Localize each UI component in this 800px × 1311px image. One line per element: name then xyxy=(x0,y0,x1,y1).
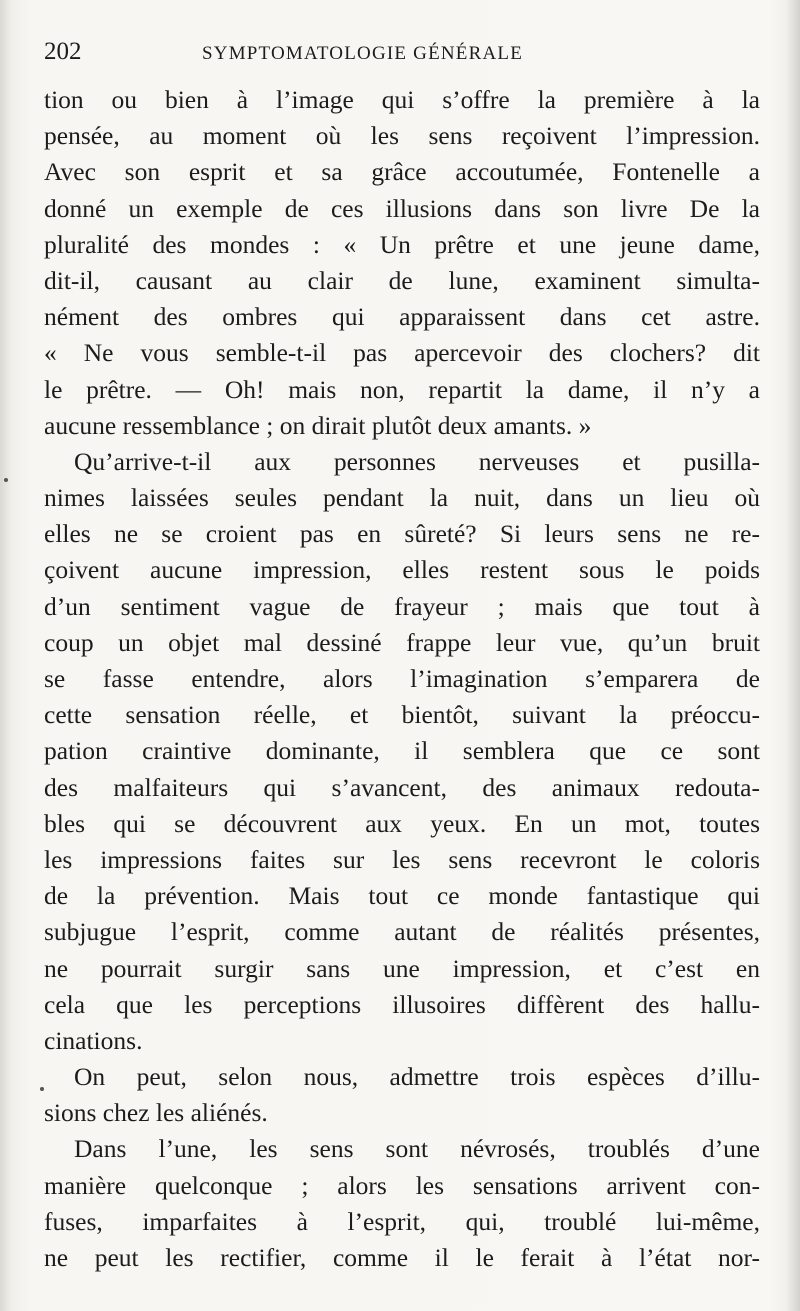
text-line: elles ne se croient pas en sûreté? Si leurs sens ne re- xyxy=(44,519,760,549)
text-line: cinations. xyxy=(44,1025,143,1055)
text-line: « Ne vous semble-t-il pas apercevoir des clochers? dit xyxy=(44,338,760,368)
text-line: se fasse entendre, alors l’imagination s’emparera de xyxy=(44,664,760,693)
text-line: aucune ressemblance ; on dirait plutôt deux amants. » xyxy=(44,410,592,440)
text-line: manière quelconque ; alors les sensations arrivent con- xyxy=(44,1170,760,1200)
text-line: de la prévention. Mais tout ce monde fantastique qui xyxy=(44,881,760,911)
body-text xyxy=(44,82,760,1276)
text-line: les impressions faites sur les sens recevront le coloris xyxy=(44,844,760,874)
text-line: tion ou bien à l’image qui s’offre la première à la xyxy=(44,85,760,114)
page-edge-shadow-right xyxy=(786,0,800,1311)
text-line: On peut, selon nous, admettre trois espèces d’illu- xyxy=(74,1062,760,1092)
text-line: des malfaiteurs qui s’avancent, des animaux redouta- xyxy=(44,772,760,802)
text-line: pation craintive dominante, il semblera que ce sont xyxy=(44,736,760,766)
text-line: nément des ombres qui apparaissent dans cet astre. xyxy=(44,302,760,332)
text-line: le prêtre. — Oh! mais non, repartit la dame, il n’y a xyxy=(44,374,760,404)
text-line: cette sensation réelle, et bientôt, suivant la préoccu- xyxy=(44,700,760,730)
text-line: subjugue l’esprit, comme autant de réalités présentes, xyxy=(44,917,760,947)
text-line: d’un sentiment vague de frayeur ; mais que tout à xyxy=(44,591,760,621)
text-line: nimes laissées seules pendant la nuit, dans un lieu où xyxy=(44,483,760,513)
text-line: donné un exemple de ces illusions dans son livre De la xyxy=(44,193,760,223)
text-line: Qu’arrive-t-il aux personnes nerveuses et pusilla- xyxy=(74,446,760,476)
text-line: çoivent aucune impression, elles restent sous le poids xyxy=(44,555,760,585)
text-line: cela que les perceptions illusoires diffèrent des hallu- xyxy=(44,989,760,1019)
text-line: coup un objet mal dessiné frappe leur vue, qu’un bruit xyxy=(44,627,760,657)
text-line: Dans l’une, les sens sont névrosés, troublés d’une xyxy=(74,1134,760,1164)
margin-mark xyxy=(4,478,8,482)
text-line: dit-il, causant au clair de lune, examinent simulta- xyxy=(44,265,760,295)
text-line: ne pourrait surgir sans une impression, et c’est en xyxy=(44,953,760,983)
text-line: sions chez les aliénés. xyxy=(44,1098,268,1128)
page-number: 202 xyxy=(44,38,82,65)
text-line: Avec son esprit et sa grâce accoutumée, Fontenelle a xyxy=(44,157,760,187)
page-edge-shadow-left xyxy=(0,0,12,1311)
text-line: ne peut les rectifier, comme il le ferait à l’état nor- xyxy=(44,1243,760,1272)
text-line: pensée, au moment où les sens reçoivent l’impression. xyxy=(44,121,760,151)
text-line: fuses, imparfaites à l’esprit, qui, troublé lui-même, xyxy=(44,1206,760,1236)
running-head xyxy=(44,38,760,70)
text-line: pluralité des mondes : « Un prêtre et une jeune dame, xyxy=(44,229,760,259)
running-title: SYMPTOMATOLOGIE GÉNÉRALE xyxy=(202,43,524,64)
text-line: bles qui se découvrent aux yeux. En un mot, toutes xyxy=(44,808,760,838)
